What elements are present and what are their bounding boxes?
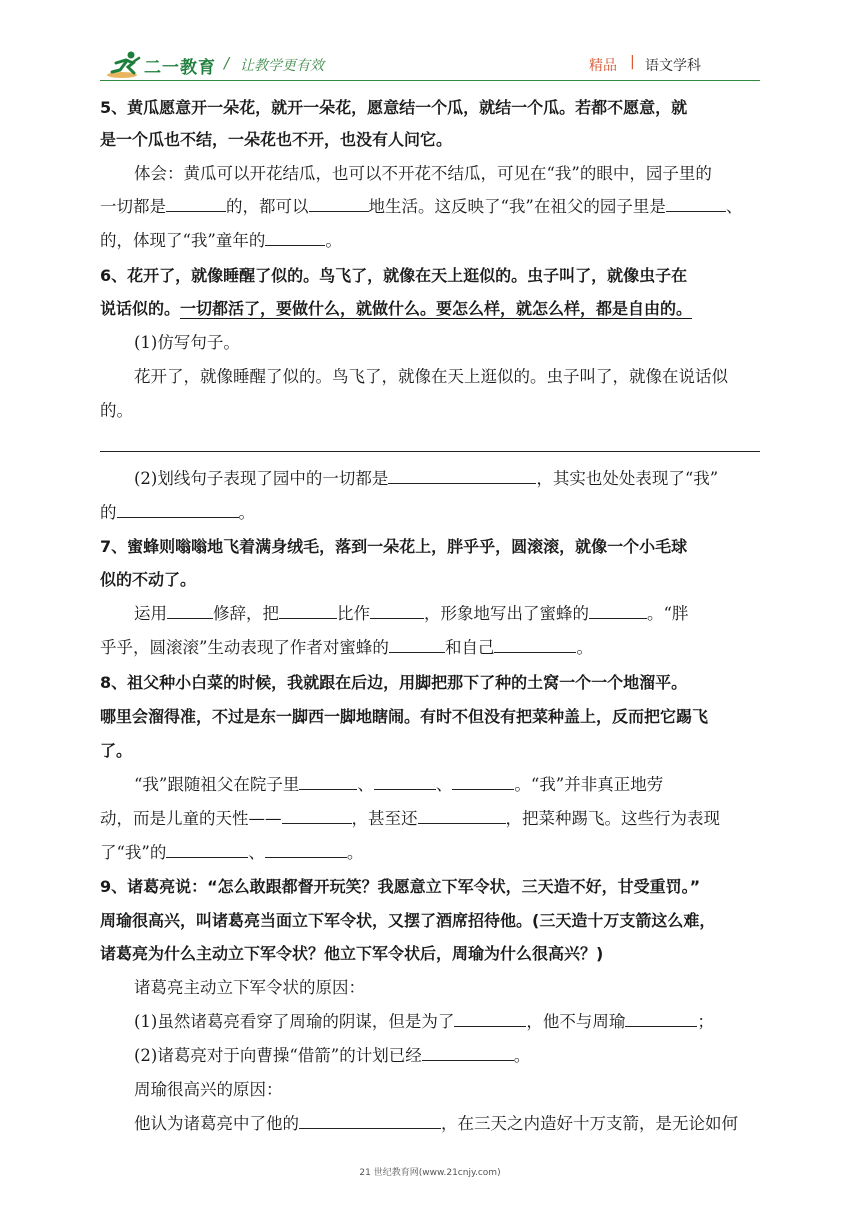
logo-text: 二一教育 xyxy=(144,58,216,78)
text: ，他不与周瑜 xyxy=(526,1012,626,1031)
answer-blank[interactable] xyxy=(666,193,726,212)
text: 运用 xyxy=(134,604,167,623)
q6-part-1-label: (1)仿写句子。 xyxy=(134,333,240,352)
answer-blank[interactable] xyxy=(374,771,436,790)
slogan: 让教学更有效 xyxy=(240,58,324,74)
header-divider xyxy=(100,80,760,81)
text: 的，都可以 xyxy=(226,197,309,216)
text: 的 xyxy=(100,503,117,522)
text: “我”跟随祖父在院子里 xyxy=(134,775,300,794)
question-7-line-2: 似的不动了。 xyxy=(100,570,197,589)
answer-blank[interactable] xyxy=(389,634,445,653)
text: (2)诸葛亮对于向曹操“借箭”的计划已经 xyxy=(134,1046,422,1065)
q9-reason-line-2 xyxy=(100,1041,798,1071)
text: 一切都是 xyxy=(100,197,166,216)
text: ，形象地写出了蜜蜂的 xyxy=(424,604,589,623)
answer-blank[interactable] xyxy=(282,805,352,824)
text: 的，体现了“我”童年的 xyxy=(100,231,266,250)
q7-answer-line-1 xyxy=(100,599,798,629)
text: 、 xyxy=(725,197,743,216)
answer-blank[interactable] xyxy=(625,1008,697,1027)
q9-reason-heading-1: 诸葛亮主动立下军令状的原因： xyxy=(134,978,365,997)
premium-tag: 精品 xyxy=(589,58,617,74)
text: (1)虽然诸葛亮看穿了周瑜的阴谋，但是为了 xyxy=(134,1012,455,1031)
text: 地生活。这反映了“我”在祖父的园子里是 xyxy=(368,197,666,216)
text: 。 xyxy=(325,231,342,250)
answer-blank[interactable] xyxy=(418,805,506,824)
question-8-line-2: 哪里会溜得准，不过是东一脚西一脚地瞎闹。有时不但没有把菜种盖上，反而把它踢飞 xyxy=(100,707,709,726)
text: 。“我”并非真正地劳 xyxy=(514,775,664,794)
text: 修辞，把 xyxy=(213,604,279,623)
text: 。 xyxy=(513,1046,531,1065)
q6-model-line-1: 花开了，就像睡醒了似的。鸟飞了，就像在天上逛似的。虫子叫了，就像在说话似 xyxy=(134,367,728,386)
question-8-line-3: 了。 xyxy=(100,741,133,760)
answer-blank[interactable] xyxy=(454,1008,526,1027)
q8-answer-line-1 xyxy=(100,770,798,800)
answer-blank[interactable] xyxy=(166,839,248,858)
q7-answer-line-2 xyxy=(100,633,764,663)
question-6-line-1: 6、花开了，就像睡醒了似的。鸟飞了，就像在天上逛似的。虫子叫了，就像虫子在 xyxy=(100,266,688,285)
slogan-separator: / xyxy=(224,54,230,72)
text: ，在三天之内造好十万支箭，是无论如何 xyxy=(441,1114,738,1133)
answer-blank[interactable] xyxy=(265,839,347,858)
q5-answer-line-3 xyxy=(100,226,764,256)
question-5-line-2: 是一个瓜也不结，一朵花也不开，也没有人问它。 xyxy=(100,130,453,149)
answer-blank[interactable] xyxy=(589,600,647,619)
question-5-line-1: 5、黄瓜愿意开一朵花，就开一朵花，愿意结一个瓜，就结一个瓜。若都不愿意，就 xyxy=(100,98,688,117)
question-9-line-2: 周瑜很高兴，叫诸葛亮当面立下军令状，又摆了酒席招待他。(三天造十万支箭这么难， xyxy=(100,911,716,930)
question-8-line-1: 8、祖父种小白菜的时候，我就跟在后边，用脚把那下了种的土窝一个一个地溜平。 xyxy=(100,673,688,692)
q8-answer-line-3 xyxy=(100,838,764,868)
answer-blank[interactable] xyxy=(279,600,337,619)
tag-separator: | xyxy=(630,54,635,70)
answer-blank[interactable] xyxy=(494,634,576,653)
subject-tag: 语文学科 xyxy=(645,58,701,74)
q8-answer-line-2 xyxy=(100,804,764,834)
text: 。 xyxy=(238,503,255,522)
text: 。 xyxy=(346,843,364,862)
text: ，把菜种踢飞。这些行为表现 xyxy=(505,809,720,828)
q5-answer-line-2 xyxy=(100,192,764,222)
text: ； xyxy=(697,1012,714,1031)
answer-blank[interactable] xyxy=(309,193,369,212)
answer-blank[interactable] xyxy=(388,465,536,484)
text: 他认为诸葛亮中了他的 xyxy=(134,1114,299,1133)
q9-reason-line-1 xyxy=(100,1007,798,1037)
page-footer: 21 世纪教育网(www.21cnjy.com) xyxy=(359,1168,501,1178)
answer-writing-line[interactable] xyxy=(100,451,760,452)
brand-logo xyxy=(106,50,224,80)
q6-part-2-line-2 xyxy=(100,498,764,528)
text: 、 xyxy=(357,775,374,794)
text: 、 xyxy=(248,843,265,862)
question-9-line-3: 诸葛亮为什么主动立下军令状？他立下军令状后，周瑜为什么很高兴？) xyxy=(100,944,604,963)
q5-answer-line-1: 体会：黄瓜可以开花结瓜，也可以不开花不结瓜，可见在“我”的眼中，园子里的 xyxy=(134,164,712,183)
q6-model-line-2: 的。 xyxy=(100,401,133,420)
answer-blank[interactable] xyxy=(299,771,357,790)
question-7-line-1: 7、蜜蜂则嗡嗡地飞着满身绒毛，落到一朵花上，胖乎乎，圆滚滚，就像一个小毛球 xyxy=(100,537,688,556)
text: ，甚至还 xyxy=(351,809,418,828)
text: 比作 xyxy=(337,604,370,623)
question-6-line-2 xyxy=(100,294,764,324)
q6-part-2-line-1 xyxy=(100,464,798,494)
answer-blank[interactable] xyxy=(452,771,514,790)
answer-blank[interactable] xyxy=(117,499,239,518)
text: 。 xyxy=(576,638,593,657)
answer-blank[interactable] xyxy=(166,193,226,212)
text: 、 xyxy=(435,775,453,794)
answer-blank[interactable] xyxy=(370,600,424,619)
q9-reason-heading-2: 周瑜很高兴的原因： xyxy=(134,1080,283,1099)
answer-blank[interactable] xyxy=(265,227,325,246)
text: ，其实也处处表现了“我” xyxy=(536,469,719,488)
text: 乎乎，圆滚滚”生动表现了作者对蜜蜂的 xyxy=(100,638,389,657)
text: 。“胖 xyxy=(647,604,689,623)
text: 和自己 xyxy=(444,638,495,657)
answer-blank[interactable] xyxy=(422,1042,514,1061)
answer-blank[interactable] xyxy=(167,600,213,619)
page-header xyxy=(0,0,860,84)
answer-blank[interactable] xyxy=(299,1110,441,1129)
text: 动，而是儿童的天性—— xyxy=(100,809,282,828)
underlined-sentence: 一切都活了，要做什么，就做什么。要怎么样，就怎么样，都是自由的。 xyxy=(180,299,693,318)
text: 说话似的。 xyxy=(100,299,181,318)
text: 了“我”的 xyxy=(100,843,167,862)
question-9-line-1: 9、诸葛亮说：“怎么敢跟都督开玩笑？我愿意立下军令状，三天造不好，甘受重罚。” xyxy=(100,877,701,896)
text: (2)划线句子表现了园中的一切都是 xyxy=(134,469,389,488)
runner-logo-icon xyxy=(106,50,146,80)
q9-reason-line-3 xyxy=(100,1109,798,1139)
